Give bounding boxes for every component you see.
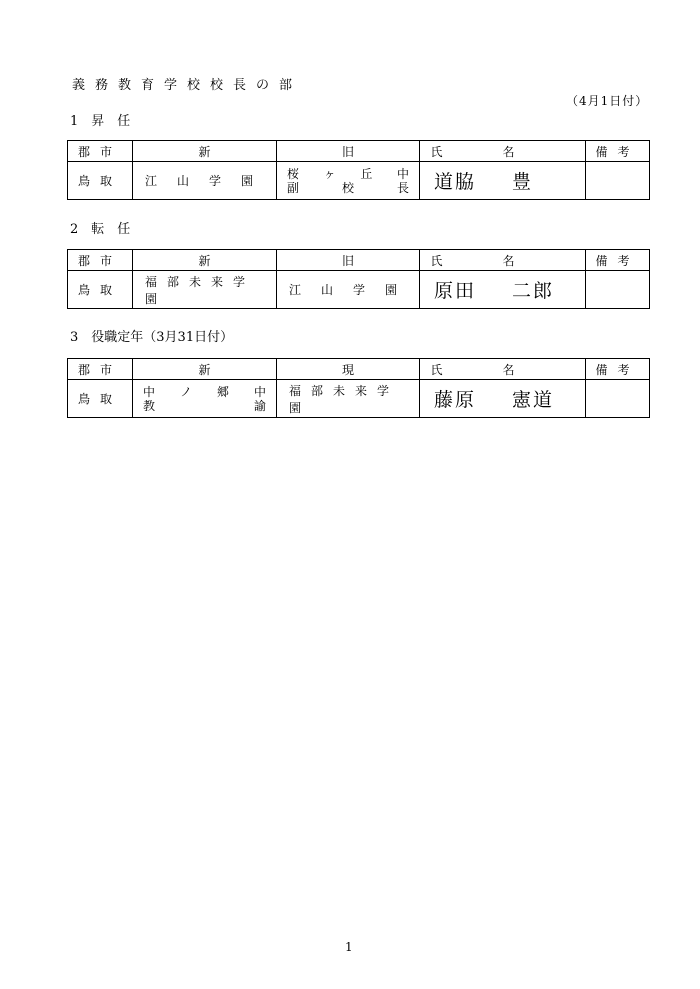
cell-name: 藤原 憲道	[420, 380, 586, 418]
section-heading-retirement: 3 役職定年（3月31日付）	[70, 330, 234, 345]
header-new: 新	[133, 250, 277, 271]
transfer-table	[67, 249, 650, 309]
header-old: 旧	[277, 250, 420, 271]
header-region: 郡市	[68, 250, 133, 271]
cell-region: 鳥取	[68, 380, 133, 418]
header-new: 新	[133, 359, 277, 380]
retirement-table	[67, 358, 650, 418]
promotion-table	[67, 140, 650, 200]
header-name: 氏名	[420, 141, 586, 162]
cell-region: 鳥取	[68, 162, 133, 200]
header-old: 旧	[277, 141, 420, 162]
cell-new-school: 江山学園	[133, 162, 277, 200]
table-header-row	[68, 359, 650, 380]
header-new: 新	[133, 141, 277, 162]
cell-current-school: 福部未来学園	[277, 380, 420, 418]
cell-name: 道脇 豊	[420, 162, 586, 200]
section-heading-transfer: 2 転 任	[70, 222, 131, 237]
cell-region: 鳥取	[68, 271, 133, 309]
header-remarks: 備考	[586, 141, 650, 162]
document-title: 義務教育学校校長の部	[72, 78, 303, 93]
header-name: 氏名	[420, 250, 586, 271]
cell-old-school: 江山学園	[277, 271, 420, 309]
cell-new-school: 福部未来学園	[133, 271, 277, 309]
page-number: 1	[345, 940, 353, 954]
header-current: 現	[277, 359, 420, 380]
table-row	[68, 162, 650, 200]
cell-remarks	[586, 162, 650, 200]
new-title-line: 教 諭	[143, 398, 266, 413]
cell-remarks	[586, 380, 650, 418]
header-region: 郡市	[68, 141, 133, 162]
cell-remarks	[586, 271, 650, 309]
table-header-row	[68, 250, 650, 271]
effective-date-note: （4月1日付）	[566, 94, 649, 108]
cell-old-position	[277, 162, 420, 200]
old-school-line: 桜 ヶ 丘 中	[287, 166, 409, 181]
cell-name: 原田 二郎	[420, 271, 586, 309]
cell-new-position	[133, 380, 277, 418]
header-remarks: 備考	[586, 359, 650, 380]
old-title-line: 副 校 長	[287, 180, 409, 195]
header-name: 氏名	[420, 359, 586, 380]
new-school-line: 中 ノ 郷 中	[143, 384, 266, 399]
header-remarks: 備考	[586, 250, 650, 271]
table-row	[68, 271, 650, 309]
table-row	[68, 380, 650, 418]
table-header-row	[68, 141, 650, 162]
section-heading-promotion: 1 昇 任	[70, 114, 131, 129]
header-region: 郡市	[68, 359, 133, 380]
